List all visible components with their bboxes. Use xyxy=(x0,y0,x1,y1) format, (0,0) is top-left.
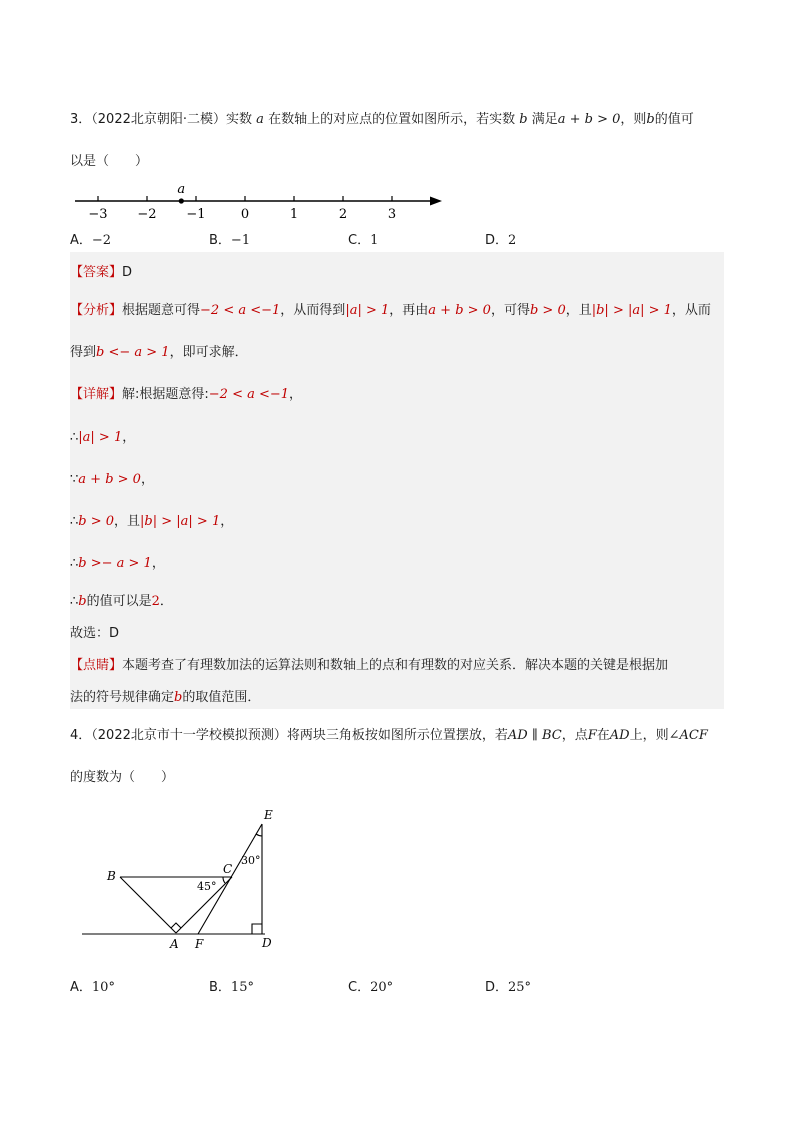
number-line-tick-label: 1 xyxy=(289,207,299,222)
q3-detail-line6: ∴b的值可以是2． xyxy=(70,594,173,609)
q3-stem-text: 实数 xyxy=(226,112,253,127)
q4-option-b[interactable]: B．15° xyxy=(209,980,254,995)
q4-option-a[interactable]: A．10° xyxy=(70,980,115,995)
number-line xyxy=(70,176,470,226)
segment-ef xyxy=(198,824,262,934)
q3-detail-line2: ∴|a| > 1， xyxy=(70,430,136,445)
angle-arc-e xyxy=(256,834,262,836)
q3-answer-line xyxy=(70,261,132,280)
q3-option-c[interactable]: C．1 xyxy=(348,233,379,248)
q3-var-b: b xyxy=(519,112,528,127)
segment-ba xyxy=(120,877,176,933)
label-c: C xyxy=(223,862,233,876)
q3-solution-box xyxy=(70,252,724,709)
q3-stem-text: ，则 xyxy=(620,112,647,127)
q3-comment-line1: 【点睛】本题考查了有理数加法的运算法则和数轴上的点和有理数的对应关系．解决本题的关键是根据加 xyxy=(70,658,669,673)
q3-analysis-line2: 得到b <− a > 1，即可求解． xyxy=(70,345,248,360)
q4-source: （2022北京市十一学校模拟预测） xyxy=(91,728,287,743)
number-line-tick-label: −2 xyxy=(137,207,157,222)
q3-option-d[interactable]: D．2 xyxy=(485,233,517,248)
answer-tag: 【答案】 xyxy=(70,265,123,280)
number-line-point-label: a xyxy=(177,182,186,197)
q3-stem-text: 满足 xyxy=(531,112,558,127)
right-angle-a xyxy=(171,923,181,928)
q3-options xyxy=(70,229,724,249)
q3-stem-line1 xyxy=(70,108,694,127)
q3-condition: a + b > 0 xyxy=(557,112,621,127)
q4-option-d[interactable]: D．25° xyxy=(485,980,532,995)
number-line-tick-label: 3 xyxy=(387,207,397,222)
answer-value: D xyxy=(122,265,133,280)
q3-var-a: a xyxy=(256,112,264,127)
q3-var-b: b xyxy=(646,112,655,127)
number-line-point-a xyxy=(179,198,184,203)
q3-comment-line2: 法的符号规律确定b的取值范围． xyxy=(70,690,261,705)
angle-label-30: 30° xyxy=(241,854,261,867)
q3-detail-line1: 【详解】解:根据题意得:−2 < a <−1， xyxy=(70,387,303,402)
number-line-tick-label: 2 xyxy=(338,207,348,222)
analysis-tag: 【分析】 xyxy=(70,303,123,318)
q3-stem-line2: 以是（ ） xyxy=(70,154,149,169)
q4-stem-line2: 的度数为（ ） xyxy=(70,770,175,785)
number-line-tick-label: −3 xyxy=(88,207,108,222)
label-d: D xyxy=(262,936,272,950)
right-angle-d xyxy=(252,924,262,934)
q3-source: （2022北京朝阳·二模） xyxy=(91,112,226,127)
angle-label-45: 45° xyxy=(197,880,217,893)
q3-stem-text: 的值可 xyxy=(654,112,694,127)
label-f: F xyxy=(195,937,204,951)
q3-detail-line5: ∴b >− a > 1， xyxy=(70,556,165,571)
angle-arc-c xyxy=(223,877,225,883)
detail-tag: 【详解】 xyxy=(70,387,123,402)
label-e: E xyxy=(264,808,273,822)
q3-number: 3． xyxy=(70,112,92,127)
label-b: B xyxy=(107,869,116,883)
q4-stem-line1: 4．（2022北京市十一学校模拟预测）将两块三角板按如图所示位置摆放，若AD ∥ BC，点F在AD上，则∠ACF xyxy=(70,728,708,743)
q4-option-c[interactable]: C．20° xyxy=(348,980,394,995)
q4-number: 4． xyxy=(70,728,92,743)
number-line-arrow xyxy=(430,197,442,206)
q3-option-a[interactable]: A．−2 xyxy=(70,233,112,248)
q3-analysis-line1: 【分析】根据题意可得−2 < a <−1，从而得到|a| > 1，再由a + b > 0，可得b > 0，且|b| > |a| > 1，从而 xyxy=(70,303,711,318)
q3-stem-text: 在数轴上的对应点的位置如图所示，若实数 xyxy=(268,112,516,127)
q4-options xyxy=(70,976,724,996)
q3-choose-line: 故选：D xyxy=(70,626,120,641)
triangle-figure xyxy=(80,805,310,955)
q3-detail-line4: ∴b > 0，且|b| > |a| > 1， xyxy=(70,514,234,529)
number-line-tick-label: −1 xyxy=(186,207,206,222)
number-line-tick-label: 0 xyxy=(240,207,250,222)
q3-detail-line3: ∵a + b > 0， xyxy=(70,472,154,487)
comment-tag: 【点睛】 xyxy=(70,658,123,673)
label-a: A xyxy=(170,937,179,951)
q3-option-b[interactable]: B．−1 xyxy=(209,233,251,248)
